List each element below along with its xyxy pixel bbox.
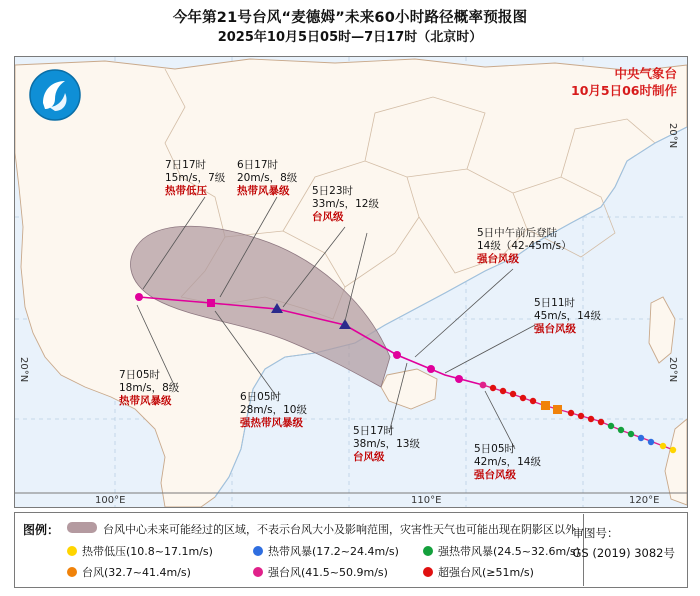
map-canvas[interactable] (14, 56, 688, 508)
legend-item-sts (423, 543, 580, 559)
legend-dot-icon (423, 546, 433, 556)
callout-line: 20m/s，8级 (237, 172, 298, 184)
legend-dot-icon (253, 546, 263, 556)
callout-intensity: 热带风暴级 (119, 395, 172, 407)
legend-item-label: 强台风(41.5~50.9m/s) (268, 566, 388, 579)
axis-label-y-right-bottom: 20°N (667, 357, 678, 383)
legend-item-superty (423, 564, 534, 580)
agency-name: 中央气象台 (614, 66, 677, 81)
approval-number: GS (2019) 3082号 (572, 546, 675, 560)
legend-item-label: 台风(32.7~41.4m/s) (82, 566, 191, 579)
callout-5d11 (534, 297, 601, 336)
callout-line: 42m/s，14级 (474, 456, 541, 468)
callout-line: 14级（42-45m/s） (477, 240, 572, 252)
legend-dot-icon (423, 567, 433, 577)
callout-6d05 (240, 391, 307, 430)
callout-intensity: 强台风级 (474, 469, 516, 481)
callout-line: 7日05时 (119, 369, 161, 381)
callout-7d17 (165, 159, 225, 198)
callout-intensity: 台风级 (353, 451, 385, 463)
map-svg (15, 57, 687, 507)
legend-panel (14, 512, 688, 588)
title-line-2: 2025年10月5日05时—7日17时（北京时） (217, 30, 483, 45)
callout-line: 33m/s，12级 (312, 198, 379, 210)
legend-dot-icon (67, 567, 77, 577)
cma-logo-icon (29, 69, 81, 121)
legend-shading-note: 台风中心未来可能经过的区域，不表示台风大小及影响范围，灾害性天气也可能出现在阴影区以外 (103, 523, 576, 536)
legend-item-label: 超强台风(≥51m/s) (438, 566, 534, 579)
approval-label: 审图号： (572, 526, 619, 540)
legend-item-label: 热带风暴(17.2~24.4m/s) (268, 545, 399, 558)
title-line-1: 今年第21号台风“麦德姆”未来60小时路径概率预报图 (172, 10, 528, 26)
page-title (0, 8, 700, 48)
legend-item-label: 强热带风暴(24.5~32.6m/s) (438, 545, 580, 558)
axis-label-y-left-20n: 20°N (18, 357, 29, 383)
callout-7d05 (119, 369, 179, 408)
callout-line: 5日中午前后登陆 (477, 227, 558, 239)
callout-line: 18m/s，8级 (119, 382, 180, 394)
callout-intensity: 热带风暴级 (237, 185, 290, 197)
legend-item-ty (67, 564, 191, 580)
issuing-agency (571, 65, 677, 99)
callout-landfall (477, 227, 572, 266)
callout-line: 15m/s，7级 (165, 172, 226, 184)
callout-line: 5日11时 (534, 297, 576, 309)
callout-line: 5日05时 (474, 443, 516, 455)
callout-6d17 (237, 159, 297, 198)
axis-label-y-right-top: 20°N (667, 123, 678, 149)
callout-5d23 (312, 185, 379, 224)
axis-label-x-110e: 110°E (411, 495, 442, 506)
callout-5d05 (474, 443, 541, 482)
callout-line: 5日17时 (353, 425, 395, 437)
callout-intensity: 热带低压 (165, 185, 207, 197)
callout-line: 6日17时 (237, 159, 279, 171)
axis-label-x-100e: 100°E (95, 495, 126, 506)
callout-line: 28m/s，10级 (240, 404, 307, 416)
legend-dot-icon (253, 567, 263, 577)
legend-title: 图例： (23, 523, 60, 537)
legend-shading-swatch (67, 522, 97, 533)
legend-item-label: 热带低压(10.8~17.1m/s) (82, 545, 213, 558)
callout-line: 5日23时 (312, 185, 354, 197)
legend-item-td (67, 543, 213, 559)
axis-label-x-120e: 120°E (629, 495, 660, 506)
callout-line: 7日17时 (165, 159, 207, 171)
callout-intensity: 强台风级 (534, 323, 576, 335)
callout-line: 38m/s，13级 (353, 438, 420, 450)
agency-issued-time: 10月5日06时制作 (571, 83, 677, 98)
legend-item-ts (253, 543, 399, 559)
callout-line: 6日05时 (240, 391, 282, 403)
legend-dot-icon (67, 546, 77, 556)
callout-intensity: 台风级 (312, 211, 344, 223)
callout-5d17 (353, 425, 420, 464)
legend-item-sty (253, 564, 388, 580)
callout-intensity: 强台风级 (477, 253, 519, 265)
callout-line: 45m/s，14级 (534, 310, 601, 322)
approval-block (572, 523, 675, 563)
callout-intensity: 强热带风暴级 (240, 417, 303, 429)
